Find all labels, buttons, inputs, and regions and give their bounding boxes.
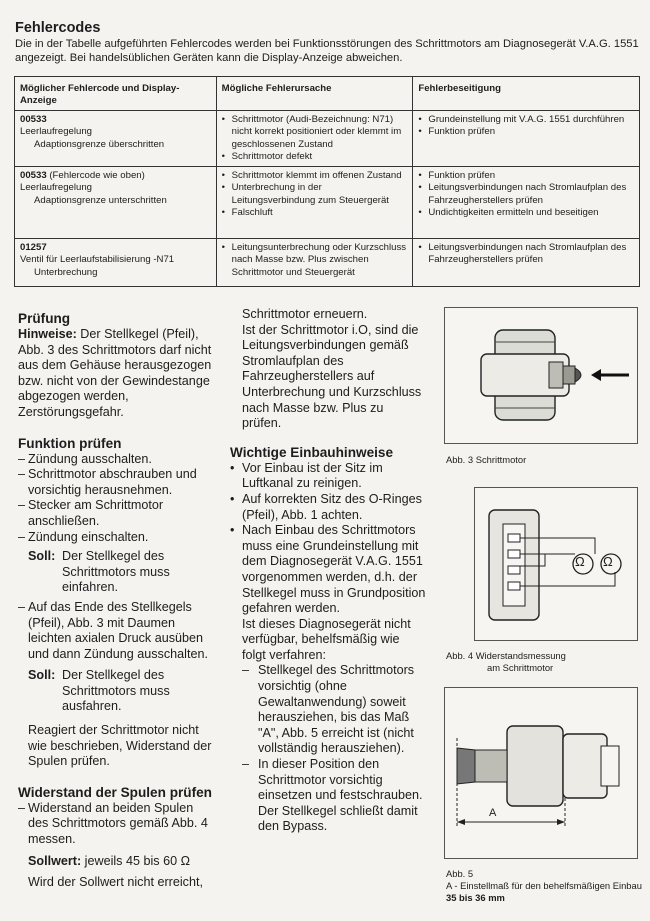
table-header-row <box>15 77 640 111</box>
soll-text: Der Stellkegel des Schrittmotors muss ausfahren. <box>62 668 170 714</box>
figure-5-caption-line <box>446 880 642 904</box>
figure-5-caption-line: Abb. 5 <box>446 868 474 879</box>
figure-5-box <box>444 687 638 859</box>
fault-display-line: Ventil für Leerlaufstabilisierung -N71 <box>20 254 175 266</box>
middle-column <box>230 307 426 835</box>
fix-item: • Leitungsverbindungen nach Stromlaufplan des Fahrzeugherstellers prüfen <box>418 182 634 207</box>
fallback-step: – Stellkegel des Schrittmotors vorsichtig (ohne Gewaltanwendung) soweit herausziehen, bis das Maß "A", Abb. 5 erreicht ist (nicht vollständig herausziehen). <box>230 663 426 757</box>
section-title-einbau: Wichtige Einbauhinweise <box>230 444 394 460</box>
step-item: – Schrittmotor abschrauben und vorsichtig herausnehmen. <box>18 467 214 498</box>
hinweise-paragraph <box>18 327 214 421</box>
fix-cell <box>413 166 640 238</box>
figure-5-caption-text: A - Einstellmaß für den behelfsmäßigen Einbau <box>446 880 642 891</box>
figure-4-caption-line: Abb. 4 Widerstandsmessung <box>446 650 566 661</box>
sollwert-line <box>18 854 214 870</box>
fix-cell <box>413 238 640 286</box>
page-title: Fehlercodes <box>15 20 101 36</box>
fix-item: • Grundeinstellung mit V.A.G. 1551 durchführen <box>418 114 634 126</box>
step-item: – Zündung einschalten. <box>18 530 214 546</box>
figure-4-caption <box>446 650 566 674</box>
note-paragraph: Reagiert der Schrittmotor nicht wie beschrieben, Widerstand der Spulen prüfen. <box>28 723 212 769</box>
cause-cell <box>216 238 413 286</box>
section-title-funktion: Funktion prüfen <box>18 435 122 451</box>
intro-text: Die in der Tabelle aufgeführten Fehlercodes werden bei Funktionsstörungen des Schrittmotors am Diagnosegerät V.A.G. 1551 angezeigt. Bei handelsüblichen Geräten kann die Display-Anzeige abweichen. <box>15 38 639 64</box>
ohm-symbol: Ω <box>575 554 585 569</box>
soll-block <box>18 668 214 715</box>
table-row <box>15 166 640 238</box>
fix-item: • Funktion prüfen <box>418 126 634 138</box>
soll-block <box>18 549 214 596</box>
soll-text: Der Stellkegel des Schrittmotors muss einfahren. <box>62 549 170 595</box>
cause-item: • Unterbrechung in der Leitungsverbindung zum Steuergerät <box>222 182 408 207</box>
dimension-a-label: A <box>489 807 497 819</box>
io-paragraph: Ist der Schrittmotor i.O, sind die Leitungsverbindungen gemäß Stromlaufplan des Fahrzeugherstellers auf Unterbrechung und Kurzschluss nach Masse bzw. Plus zu prüfen. <box>242 322 422 431</box>
einbau-bullet: • Auf korrekten Sitz des O-Ringes (Pfeil), Abb. 1 achten. <box>230 492 426 523</box>
cause-item: • Schrittmotor defekt <box>222 151 408 163</box>
adjustment-dimension-drawing <box>445 688 637 858</box>
figure-4-caption-line: am Schrittmotor <box>487 662 554 673</box>
figure-5-caption-bold: 35 bis 36 mm <box>446 892 505 903</box>
tail-paragraph: Wird der Sollwert nicht erreicht, <box>28 875 203 890</box>
fault-display-line: Leerlaufregelung <box>20 126 93 138</box>
step-item: – Auf das Ende des Stellkegels (Pfeil), Abb. 3 mit Daumen leichten axialen Druck ausüben und dann Zündung ausschalten. <box>18 600 214 662</box>
fault-code-cell <box>15 238 217 286</box>
cause-cell <box>216 110 413 166</box>
fault-code: 01257 <box>20 241 47 253</box>
fault-display-line: Adaptionsgrenze überschritten <box>34 138 165 150</box>
column-header: Möglicher Fehlercode und Display-Anzeige <box>15 77 217 111</box>
fault-code: 00533 <box>20 113 47 125</box>
figure-3-box <box>444 307 638 444</box>
fault-code-cell <box>15 166 217 238</box>
ohm-symbol: Ω <box>603 554 613 569</box>
fault-display-line: Leerlaufregelung <box>20 182 93 194</box>
fix-item: • Funktion prüfen <box>418 170 634 182</box>
fault-display-line: Unterbrechung <box>34 266 98 278</box>
soll-label: Soll: <box>28 549 56 564</box>
column-header: Mögliche Fehlerursache <box>216 77 413 111</box>
fault-display-line: Adaptionsgrenze unterschritten <box>34 194 167 206</box>
fix-item: • Undichtigkeiten ermitteln und beseitigen <box>418 207 634 219</box>
cause-item: • Leitungsunterbrechung oder Kurzschluss nach Masse bzw. Plus zwischen Schrittmotor und Steuergerät <box>222 242 408 279</box>
step-item: – Widerstand an beiden Spulen des Schrittmotors gemäß Abb. 4 messen. <box>18 801 214 848</box>
section-title-widerstand: Widerstand der Spulen prüfen <box>18 784 212 800</box>
left-column <box>18 310 214 891</box>
fault-code-suffix: (Fehlercode wie oben) <box>46 169 145 181</box>
cause-cell <box>216 166 413 238</box>
hinweise-text: Der Stellkegel (Pfeil), Abb. 3 des Schrittmotors darf nicht aus dem Gehäuse herausgezogen bzw. nicht von der Gewindestange abgezogen werden, Zerstörungsgefahr. <box>18 327 212 419</box>
cause-item: • Falschluft <box>222 207 408 219</box>
hinweise-label: Hinweise: <box>18 327 77 341</box>
continuation-text: Schrittmotor erneuern. <box>242 307 368 321</box>
soll-label: Soll: <box>28 668 56 683</box>
fault-code: 00533 <box>20 169 47 181</box>
section-title-pruefung: Prüfung <box>18 311 71 326</box>
sollwert-label: Sollwert: <box>28 853 82 868</box>
figure-5-caption <box>446 868 642 904</box>
fallback-step: – In dieser Position den Schrittmotor vorsichtig einsetzen und festschrauben. Der Stellkegel schließt damit den Bypass. <box>230 757 426 835</box>
sollwert-text: jeweils 45 bis 60 Ω <box>81 853 191 868</box>
cause-item: • Schrittmotor klemmt im offenen Zustand <box>222 170 408 182</box>
step-item: – Zündung ausschalten. <box>18 452 214 468</box>
fix-item: • Leitungsverbindungen nach Stromlaufplan des Fahrzeugherstellers prüfen <box>418 242 634 267</box>
cause-item: • Schrittmotor (Audi-Bezeichnung: N71) nicht korrekt positioniert oder klemmt im geschlossenen Zustand <box>222 114 408 151</box>
stepper-motor-drawing <box>445 308 637 443</box>
einbau-bullet: • Nach Einbau des Schrittmotors muss eine Grundeinstellung mit dem Diagnosegerät V.A.G. 1551 vorgenommen werden, d.h. der Stellkegel muss in Grundposition gefahren werden. <box>230 523 426 617</box>
fault-code-cell <box>15 110 217 166</box>
fault-code-table <box>14 76 640 287</box>
step-item: – Stecker am Schrittmotor anschließen. <box>18 498 214 529</box>
fix-cell <box>413 110 640 166</box>
fallback-paragraph: Ist dieses Diagnosegerät nicht verfügbar, behelfsmäßig wie folgt verfahren: <box>242 616 411 662</box>
column-header: Fehlerbeseitigung <box>413 77 640 111</box>
figure-3-caption: Abb. 3 Schrittmotor <box>446 454 527 465</box>
table-row <box>15 110 640 166</box>
einbau-bullet: • Vor Einbau ist der Sitz im Luftkanal zu reinigen. <box>230 461 426 492</box>
table-row <box>15 238 640 286</box>
figure-4-box <box>474 487 638 641</box>
